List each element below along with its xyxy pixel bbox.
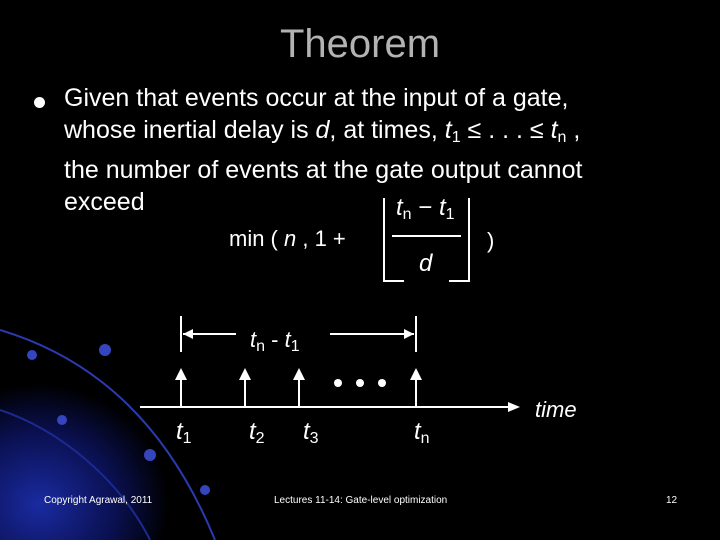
time-axis-label: time: [535, 397, 577, 422]
statement-line-1: Given that events occur at the input of a gate,: [64, 84, 569, 112]
subscript: n: [420, 430, 430, 447]
event-label-t3: [303, 418, 319, 448]
footer-copyright: Copyright Agrawal, 2011: [44, 495, 153, 506]
subscript: 2: [255, 430, 265, 447]
var-t: t: [249, 418, 256, 445]
var-t: t: [303, 418, 310, 445]
event-arrow-n: [410, 368, 422, 407]
ellipsis-dot: [378, 379, 386, 387]
subscript: 1: [451, 129, 461, 146]
ellipsis-dot: [356, 379, 364, 387]
var-t: t: [414, 418, 421, 445]
var-t: t: [550, 116, 558, 144]
var-t: t: [396, 194, 403, 221]
var-t: t: [444, 116, 452, 144]
statement-line-3: the number of events at the gate output cannot: [64, 156, 583, 184]
text-fragment: −: [411, 194, 439, 221]
text-fragment: ,: [566, 116, 581, 144]
var-t: t: [250, 327, 257, 352]
statement-line-4: exceed: [64, 188, 145, 216]
ellipsis-dot: [334, 379, 342, 387]
subscript: 1: [182, 430, 192, 447]
footer-title: Lectures 11-14: Gate-level optimization: [274, 495, 448, 506]
event-label-tn: [414, 418, 430, 448]
subscript: n: [402, 206, 412, 223]
event-arrow-2: [239, 368, 251, 407]
span-label: [250, 327, 300, 356]
var-d: d: [315, 116, 330, 144]
text-fragment: whose inertial delay is: [64, 116, 316, 144]
text-fragment: ≤ . . . ≤: [460, 116, 551, 144]
event-arrow-1: [175, 368, 187, 407]
var-t: t: [176, 418, 183, 445]
var-t: t: [284, 327, 291, 352]
text-fragment: , 1 +: [296, 226, 346, 251]
slide-title: Theorem: [279, 22, 441, 66]
var-n: n: [284, 226, 297, 251]
formula-denominator: d: [419, 250, 433, 277]
text-fragment: , at times,: [329, 116, 445, 144]
event-arrow-3: [293, 368, 305, 407]
subscript: n: [256, 338, 266, 355]
subscript: 3: [309, 430, 319, 447]
event-label-t1: [176, 418, 192, 448]
subscript: 1: [290, 338, 300, 355]
page-number: 12: [666, 495, 678, 506]
formula-close-paren: ): [487, 228, 495, 253]
text-fragment: min (: [229, 226, 284, 251]
subscript: n: [557, 129, 567, 146]
subscript: 1: [445, 206, 455, 223]
text-fragment: -: [265, 327, 285, 352]
event-label-t2: [249, 418, 265, 448]
var-t: t: [438, 194, 446, 221]
